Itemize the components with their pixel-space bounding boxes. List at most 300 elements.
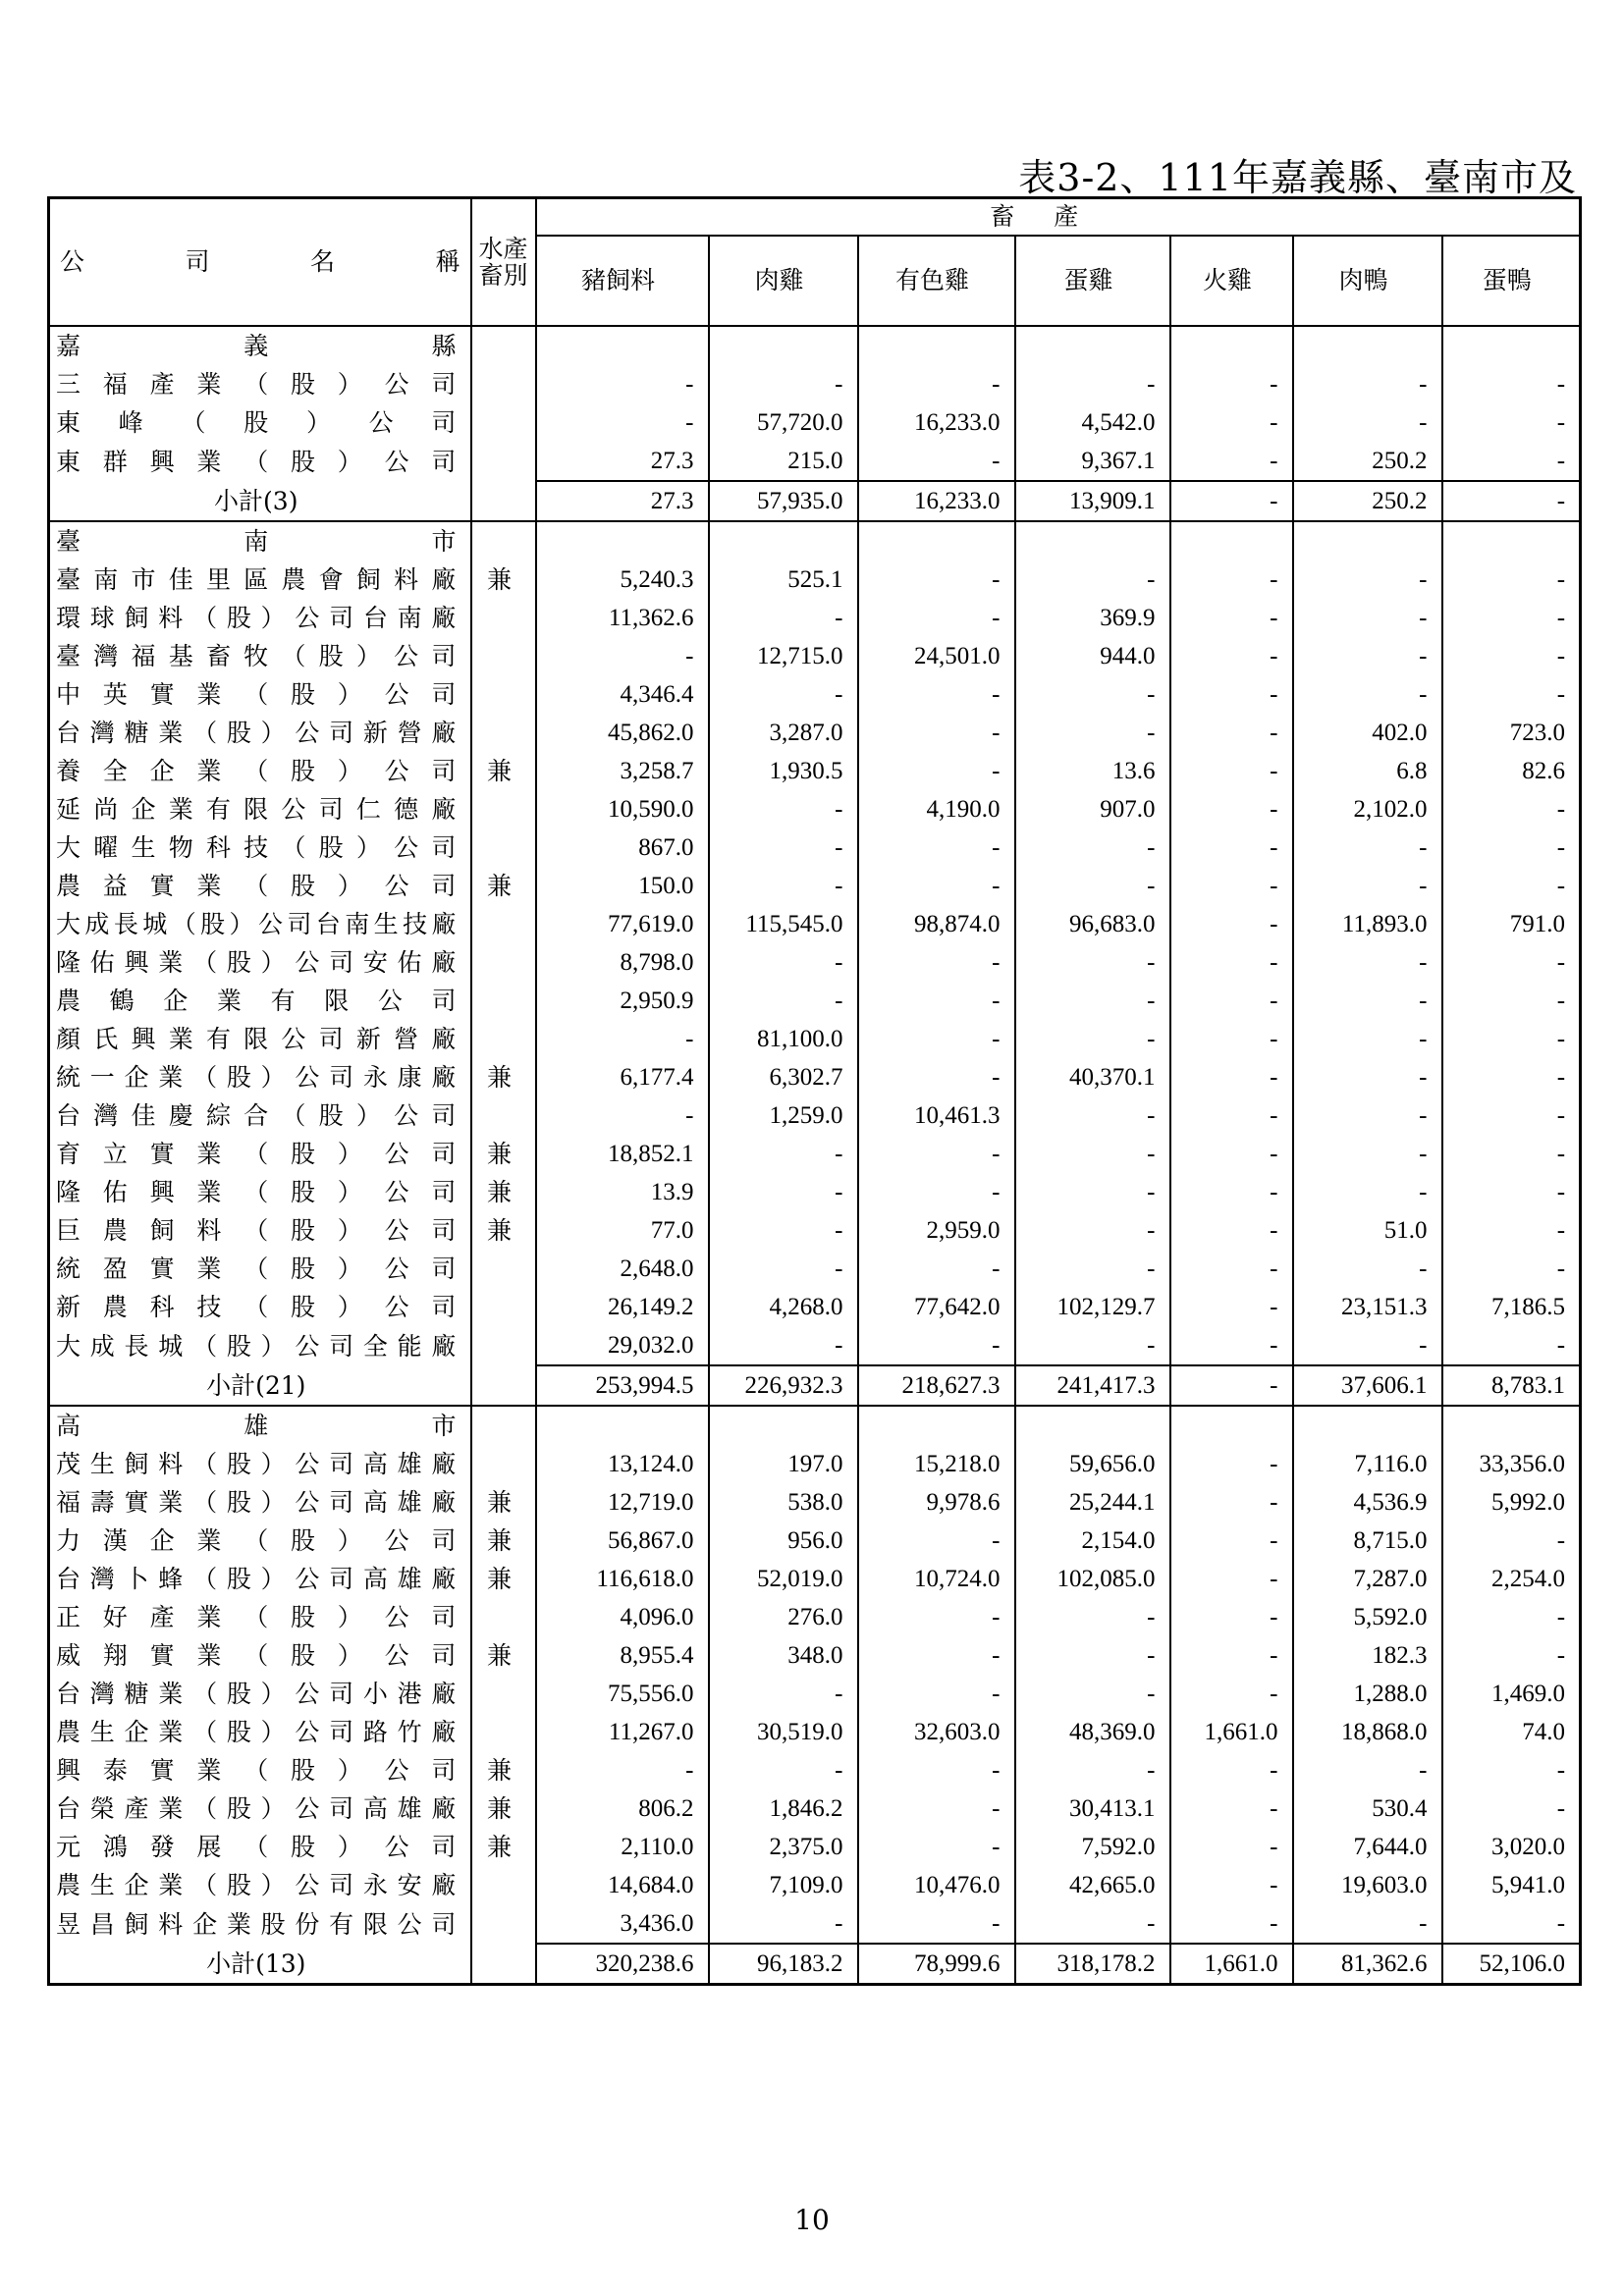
char: 茂: [56, 1450, 81, 1478]
char: （: [281, 642, 306, 670]
value-cell: 16,233.0: [858, 403, 1015, 442]
value-cell: 3,258.7: [620, 758, 694, 784]
char: 南: [244, 527, 269, 556]
value-cell: 5,240.3: [620, 566, 694, 593]
char: ）: [337, 1526, 362, 1555]
char: 廠: [431, 1025, 457, 1053]
value-cell: [536, 326, 709, 365]
char: 業: [158, 1680, 184, 1708]
value-cell: -: [1170, 1636, 1293, 1675]
char: 全: [362, 1331, 388, 1361]
char: 東: [56, 408, 81, 437]
char: 興: [131, 1025, 156, 1053]
char: 公: [281, 795, 306, 824]
category-cell: [471, 943, 536, 982]
category-cell: [471, 1713, 536, 1751]
char: 氏: [93, 1025, 119, 1053]
char: 廠: [431, 1331, 457, 1361]
char: ）: [260, 1063, 286, 1092]
subtotal-value: 218,627.3: [858, 1365, 1015, 1406]
category-cell: [471, 714, 536, 752]
value-cell: [1170, 1406, 1293, 1445]
char: 實: [149, 1255, 175, 1283]
value-cell: -: [1170, 1522, 1293, 1560]
table-row: [49, 1828, 1581, 1866]
table-title: 表3-2、111年嘉義縣、臺南市及: [1018, 156, 1577, 199]
value-cell: -: [858, 561, 1015, 599]
char: 灣: [89, 719, 115, 747]
value-cell: -: [1293, 943, 1442, 982]
char: 司: [431, 1603, 457, 1631]
char: 廠: [431, 1718, 457, 1746]
char: 飼: [149, 1216, 175, 1245]
company-name: [49, 365, 471, 403]
char: 永: [362, 1871, 388, 1899]
char: 發: [149, 1833, 175, 1861]
char: 技: [196, 1293, 222, 1321]
table-row: [49, 365, 1581, 403]
justified-text: [56, 1866, 457, 1904]
subtotal-value: 81,362.6: [1293, 1944, 1442, 1985]
company-name: [49, 1598, 471, 1636]
char: （: [244, 447, 269, 476]
category-cell: [471, 905, 536, 943]
table-row: [49, 1866, 1581, 1904]
char: 企: [124, 1718, 149, 1746]
char: 業: [168, 1025, 193, 1053]
char: 廠: [431, 910, 457, 938]
char: 尚: [93, 795, 119, 824]
char: 大: [56, 1331, 81, 1361]
char: 統: [56, 1063, 81, 1092]
char: ）: [260, 1488, 286, 1517]
value-cell: -: [858, 867, 1015, 905]
value-cell: 12,719.0: [608, 1489, 694, 1516]
value-cell: -: [709, 1904, 858, 1944]
table-row: [49, 752, 1581, 790]
char: ）: [337, 1756, 362, 1785]
char: （: [244, 370, 269, 399]
char: 業: [196, 1255, 222, 1283]
justified-text: [56, 561, 457, 599]
value-cell: 1,259.0: [709, 1096, 858, 1135]
value-cell: 25,244.1: [1015, 1483, 1170, 1522]
value-cell: -: [709, 675, 858, 714]
value-cell: -: [1170, 1445, 1293, 1483]
value-cell: -: [1293, 1326, 1442, 1365]
char: 技: [403, 910, 428, 938]
value-cell: -: [1293, 637, 1442, 675]
char: （: [281, 833, 306, 862]
justified-text: [56, 1751, 457, 1789]
value-cell: -: [685, 1026, 694, 1052]
value-cell: -: [1015, 943, 1170, 982]
char: 廠: [431, 565, 457, 594]
char: 福: [131, 642, 156, 670]
value-cell: -: [1015, 714, 1170, 752]
value-cell: -: [1170, 1020, 1293, 1058]
table-row: [49, 790, 1581, 828]
value-cell: -: [1293, 1904, 1442, 1944]
value-cell: -: [1293, 1058, 1442, 1096]
char: 公: [295, 1488, 320, 1517]
column-header-5: 火雞: [1170, 236, 1293, 326]
char: 里: [205, 565, 231, 594]
value-cell: 18,868.0: [1293, 1713, 1442, 1751]
char: 業: [158, 1063, 184, 1092]
subtotal-value: 13,909.1: [1015, 481, 1170, 521]
char: （: [192, 1565, 218, 1593]
char: 隆: [56, 1178, 81, 1206]
char: 雄: [397, 1565, 422, 1593]
value-cell: -: [1442, 1020, 1581, 1058]
company-name-header: [49, 198, 471, 327]
char: 群: [102, 447, 128, 476]
value-cell: -: [1442, 1598, 1581, 1636]
char: 股: [226, 604, 251, 632]
value-cell: -: [1170, 905, 1293, 943]
value-cell: 24,501.0: [858, 637, 1015, 675]
category-cell: 兼: [471, 1211, 536, 1250]
char: 實: [149, 680, 175, 709]
section-name: [49, 326, 471, 365]
char: 產: [149, 1603, 175, 1631]
char: 業: [196, 370, 222, 399]
char: 司: [329, 948, 354, 977]
char: 生: [89, 1450, 115, 1478]
justified-text: [56, 327, 457, 365]
value-cell: 1,930.5: [709, 752, 858, 790]
value-cell: 806.2: [638, 1795, 694, 1822]
value-cell: -: [858, 442, 1015, 481]
value-cell: 4,096.0: [620, 1604, 694, 1630]
char: 股: [226, 1450, 251, 1478]
category-cell: [471, 982, 536, 1020]
value-cell: 5,592.0: [1293, 1598, 1442, 1636]
char: 股: [260, 1909, 286, 1939]
value-cell: -: [685, 371, 694, 398]
char: （: [244, 1255, 269, 1283]
char: 股: [290, 1255, 315, 1283]
value-cell: 59,656.0: [1015, 1445, 1170, 1483]
value-cell: 15,218.0: [858, 1445, 1015, 1483]
char: 育: [56, 1140, 81, 1168]
category-cell: [471, 521, 536, 561]
value-cell: -: [858, 1598, 1015, 1636]
char: 業: [196, 757, 222, 785]
char: ）: [337, 1216, 362, 1245]
char: ）: [337, 447, 362, 476]
value-cell: -: [1442, 1751, 1581, 1789]
char: 公: [384, 1526, 409, 1555]
value-cell: [1293, 1406, 1442, 1445]
value-cell: 48,369.0: [1015, 1713, 1170, 1751]
char: 業: [158, 1871, 184, 1899]
value-cell: -: [1170, 867, 1293, 905]
value-cell: -: [685, 1102, 694, 1129]
company-name: [49, 790, 471, 828]
value-cell: [1442, 521, 1581, 561]
char: 司: [329, 1063, 354, 1092]
value-cell: 2,375.0: [709, 1828, 858, 1866]
value-cell: -: [858, 1522, 1015, 1560]
justified-text: [56, 1135, 457, 1173]
char: ）: [260, 1331, 286, 1361]
value-cell: [1442, 326, 1581, 365]
value-cell: -: [1015, 1173, 1170, 1211]
justified-text: [56, 1905, 457, 1944]
char: （: [192, 1680, 218, 1708]
char: 長: [124, 1331, 149, 1361]
char: 公: [384, 1756, 409, 1785]
subtotal-value: 27.3: [536, 481, 709, 521]
category-cell: 兼: [471, 1751, 536, 1789]
char: 卜: [124, 1565, 149, 1593]
value-cell: -: [1170, 1058, 1293, 1096]
char: 仁: [355, 795, 381, 824]
subtotal-value: -: [1442, 481, 1581, 521]
char: 公: [384, 1140, 409, 1168]
char: 環: [56, 604, 81, 632]
char: 公: [394, 1101, 419, 1130]
char: 新: [362, 719, 388, 747]
char: 司: [431, 1140, 457, 1168]
value-cell: 7,116.0: [1293, 1445, 1442, 1483]
char: 營: [394, 1025, 419, 1053]
char: 股: [290, 1140, 315, 1168]
char: 市: [131, 565, 156, 594]
value-cell: 40,370.1: [1015, 1058, 1170, 1096]
char: （: [192, 1718, 218, 1746]
category-cell: [471, 442, 536, 481]
subtotal-value: 8,783.1: [1442, 1365, 1581, 1406]
value-cell: -: [1170, 1096, 1293, 1135]
char: 昱: [56, 1909, 81, 1939]
char: 縣: [431, 332, 457, 360]
char: 司: [329, 719, 354, 747]
char: 興: [56, 1756, 81, 1785]
char: 業: [196, 1603, 222, 1631]
value-cell: 23,151.3: [1293, 1288, 1442, 1326]
value-cell: -: [1442, 1096, 1581, 1135]
char: ）: [260, 719, 286, 747]
char: 生: [373, 910, 399, 938]
value-cell: -: [709, 790, 858, 828]
section-name: [49, 521, 471, 561]
char: 股: [226, 719, 251, 747]
char: 新: [355, 1025, 381, 1053]
value-cell: [536, 1406, 709, 1445]
char: （: [244, 872, 269, 900]
company-name: [49, 403, 471, 442]
justified-text: [56, 522, 457, 561]
char: 公: [384, 757, 409, 785]
column-header-7: 蛋鴨: [1442, 236, 1581, 326]
char: ）: [260, 1680, 286, 1708]
value-cell: -: [1170, 1751, 1293, 1789]
char: 大: [56, 910, 81, 938]
category-cell: [471, 790, 536, 828]
table-row: [49, 1751, 1581, 1789]
value-cell: 56,867.0: [608, 1527, 694, 1554]
value-cell: -: [858, 1173, 1015, 1211]
section-row: [49, 326, 1581, 365]
category-cell: [471, 637, 536, 675]
char: 蜂: [158, 1565, 184, 1593]
char: 實: [149, 872, 175, 900]
value-cell: -: [1442, 365, 1581, 403]
company-name: [49, 982, 471, 1020]
subtotal-value: 96,183.2: [709, 1944, 858, 1985]
subtotal-value: 78,999.6: [858, 1944, 1015, 1985]
justified-text: [56, 1020, 457, 1058]
justified-text: [56, 1327, 457, 1365]
char: ）: [260, 1450, 286, 1478]
char: 有: [205, 795, 231, 824]
table-row: [49, 1522, 1581, 1560]
value-cell: -: [858, 752, 1015, 790]
company-name: [49, 1636, 471, 1675]
char: 司: [431, 447, 457, 476]
value-cell: -: [1170, 1866, 1293, 1904]
value-cell: -: [1170, 675, 1293, 714]
char: 飼: [355, 565, 381, 594]
char: 農: [56, 987, 81, 1015]
value-cell: 2,154.0: [1015, 1522, 1170, 1560]
value-cell: -: [1293, 1096, 1442, 1135]
company-name: [49, 1751, 471, 1789]
char: 公: [295, 1680, 320, 1708]
char: 司: [329, 604, 354, 632]
value-cell: -: [1293, 403, 1442, 442]
value-cell: 9,978.6: [858, 1483, 1015, 1522]
value-cell: 18,852.1: [608, 1141, 694, 1167]
char: 安: [397, 1871, 422, 1899]
char: ）: [337, 1833, 362, 1861]
value-cell: 77.0: [650, 1217, 694, 1244]
table-row: [49, 599, 1581, 637]
value-cell: -: [1015, 675, 1170, 714]
category-cell: [471, 1096, 536, 1135]
char: 股: [290, 1178, 315, 1206]
char: 合: [244, 1101, 269, 1130]
value-cell: 45,862.0: [608, 720, 694, 746]
value-cell: -: [685, 643, 694, 669]
justified-text: [56, 1598, 457, 1636]
char: 有: [270, 987, 296, 1015]
value-cell: 8,798.0: [620, 949, 694, 976]
table-row: [49, 828, 1581, 867]
subtotal-label: 小計(3): [49, 481, 471, 521]
category-cell: [471, 1944, 536, 1985]
value-cell: -: [1170, 790, 1293, 828]
justified-text: [56, 1250, 457, 1288]
char: 灣: [93, 1101, 119, 1130]
char: 臺: [56, 527, 81, 556]
category-cell: 兼: [471, 561, 536, 599]
char: ）: [337, 1293, 362, 1321]
char: 公: [384, 680, 409, 709]
value-cell: -: [1170, 1675, 1293, 1713]
category-cell: [471, 1445, 536, 1483]
value-cell: 369.9: [1015, 599, 1170, 637]
value-cell: 7,592.0: [1015, 1828, 1170, 1866]
company-name: [49, 905, 471, 943]
section-row: [49, 521, 1581, 561]
char: 城: [142, 910, 168, 938]
table-row: [49, 1445, 1581, 1483]
char: 限: [362, 1909, 388, 1939]
char: 司: [329, 1450, 354, 1478]
char: 司: [431, 1756, 457, 1785]
char: 灣: [89, 1680, 115, 1708]
category-header: 水產 畜別: [471, 198, 536, 327]
char: 司: [431, 408, 457, 437]
subtotal-row: [49, 481, 1581, 521]
char: 廠: [431, 795, 457, 824]
char: 司: [329, 1680, 354, 1708]
char: 實: [124, 1488, 149, 1517]
char: ）: [260, 604, 286, 632]
value-cell: -: [1015, 1904, 1170, 1944]
char: 台: [315, 910, 341, 938]
char: （: [244, 757, 269, 785]
value-cell: -: [1442, 637, 1581, 675]
value-cell: [858, 326, 1015, 365]
value-cell: [709, 521, 858, 561]
char: 公: [368, 408, 394, 437]
char: 港: [397, 1680, 422, 1708]
char: 股: [290, 1833, 315, 1861]
char: 股: [200, 910, 226, 938]
value-cell: 9,367.1: [1015, 442, 1170, 481]
value-cell: 723.0: [1442, 714, 1581, 752]
value-cell: 4,536.9: [1293, 1483, 1442, 1522]
value-cell: 7,644.0: [1293, 1828, 1442, 1866]
company-name: [49, 1288, 471, 1326]
char: 料: [158, 1450, 184, 1478]
justified-text: [56, 982, 457, 1020]
char: 峰: [118, 408, 143, 437]
char: 股: [318, 833, 344, 862]
value-cell: 10,461.3: [858, 1096, 1015, 1135]
char: （: [244, 1641, 269, 1670]
value-cell: -: [858, 1751, 1015, 1789]
char: 料: [196, 1216, 222, 1245]
company-name: [49, 1522, 471, 1560]
value-cell: 30,519.0: [709, 1713, 858, 1751]
category-cell: 兼: [471, 1828, 536, 1866]
char: 股: [290, 1526, 315, 1555]
category-cell: [471, 326, 536, 365]
value-cell: 3,020.0: [1442, 1828, 1581, 1866]
subtotal-value: 318,178.2: [1015, 1944, 1170, 1985]
char: 實: [149, 1140, 175, 1168]
char: 限: [244, 1025, 269, 1053]
char: 益: [102, 872, 128, 900]
value-cell: 4,190.0: [858, 790, 1015, 828]
char: （: [192, 1871, 218, 1899]
value-cell: -: [1170, 561, 1293, 599]
char: 廠: [431, 719, 457, 747]
justified-text: [56, 905, 457, 943]
value-cell: [1015, 326, 1170, 365]
value-cell: [709, 326, 858, 365]
value-cell: -: [1170, 403, 1293, 442]
char: 料: [158, 1909, 184, 1939]
char: 業: [196, 1526, 222, 1555]
company-name: [49, 1445, 471, 1483]
